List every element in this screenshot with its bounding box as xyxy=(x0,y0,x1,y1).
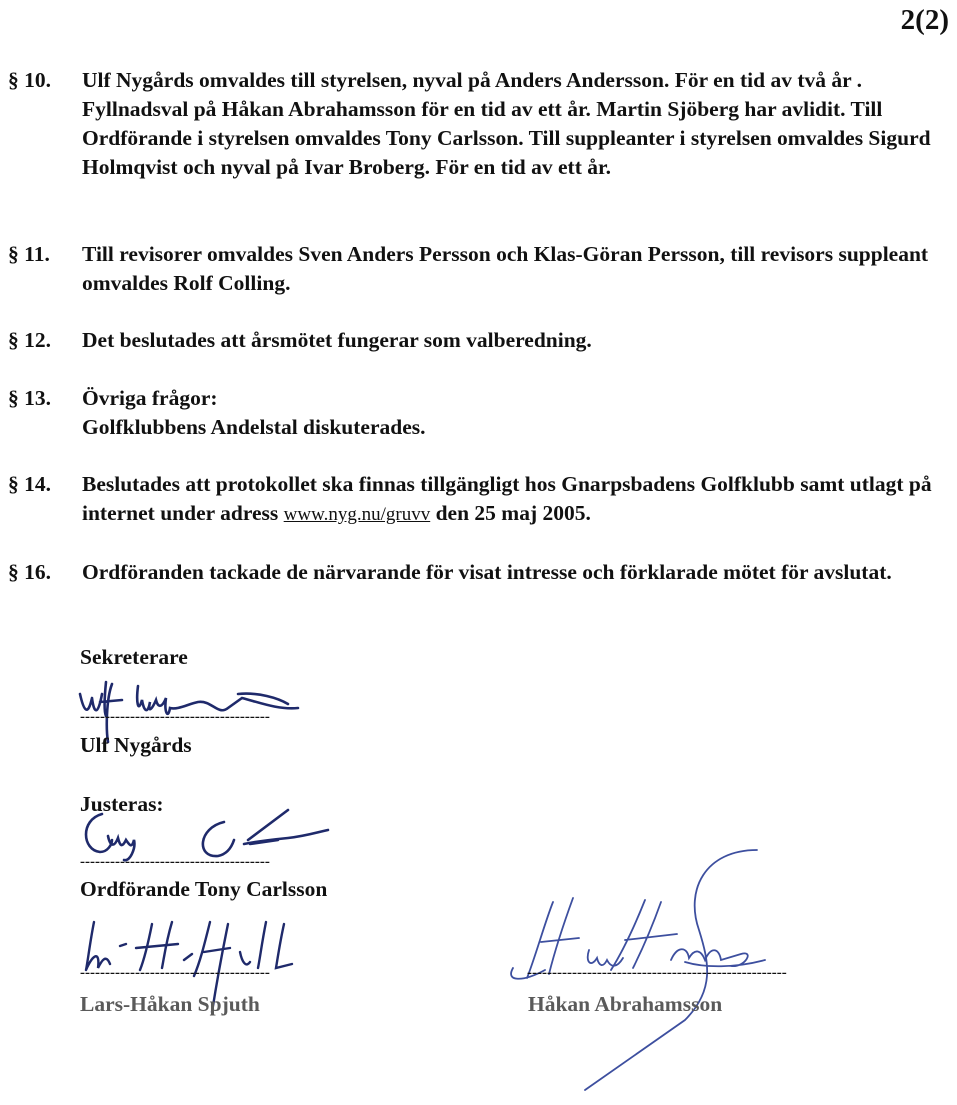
paragraph-number: § 10. xyxy=(8,68,51,92)
paragraph-10 xyxy=(8,66,952,182)
paragraph-number: § 14. xyxy=(8,472,51,496)
paragraph-text: Ulf Nygårds omvaldes till styrelsen, nyval på Anders Andersson. För en tid av två år . Fyllnadsval på Håkan Abrahamsson för en tid av ett år. Martin Sjöberg har avlidit. Till Ordförande i styrelsen omvaldes Tony Carlsson. Till suppleanter i styrelsen omvaldes Sigurd Holmqvist och nyval på Ivar Broberg. För en tid av ett år. xyxy=(82,68,931,179)
paragraph-14 xyxy=(8,470,952,529)
paragraph-text: Golfklubbens Andelstal diskuterades. xyxy=(82,415,426,439)
secretary-name: Ulf Nygårds xyxy=(80,733,192,757)
paragraph-text: Till revisorer omvaldes Sven Anders Persson och Klas-Göran Persson, till revisors suppleant omvaldes Rolf Colling. xyxy=(82,242,929,295)
chair-signature-line: -------------------------------------- xyxy=(80,855,270,870)
page-number: 2(2) xyxy=(900,4,949,36)
paragraph-number: § 16. xyxy=(8,560,51,584)
signer3-name: Lars-Håkan Spjuth xyxy=(80,992,260,1016)
chair-name: Ordförande Tony Carlsson xyxy=(80,877,328,901)
signer4-signature-line: ---------------------------------------------------- xyxy=(527,966,787,981)
signer4-name: Håkan Abrahamsson xyxy=(528,992,723,1016)
web-address-link[interactable]: www.nyg.nu/gruvv xyxy=(283,504,431,525)
paragraph-heading: Övriga frågor: xyxy=(82,386,218,410)
secretary-label: Sekreterare xyxy=(80,645,188,669)
signer3-signature-line: -------------------------------------- xyxy=(80,966,270,981)
paragraph-number: § 13. xyxy=(8,386,51,410)
adjusted-label: Justeras: xyxy=(80,792,164,816)
paragraph-text: Beslutades att protokollet ska finnas tillgängligt hos Gnarpsbadens Golfklubb samt utlagt på internet under adress xyxy=(82,472,932,525)
paragraph-13 xyxy=(8,384,952,442)
paragraph-number: § 12. xyxy=(8,328,51,352)
paragraph-16 xyxy=(8,558,952,587)
paragraph-number: § 11. xyxy=(8,242,50,266)
paragraph-date-text: den 25 maj 2005. xyxy=(435,501,591,525)
paragraph-11 xyxy=(8,240,952,298)
paragraph-12 xyxy=(8,326,952,355)
secretary-signature-line: -------------------------------------- xyxy=(80,710,270,725)
paragraph-text: Det beslutades att årsmötet fungerar som valberedning. xyxy=(82,328,592,352)
paragraph-text: Ordföranden tackade de närvarande för visat intresse och förklarade mötet för avslutat. xyxy=(82,560,892,584)
